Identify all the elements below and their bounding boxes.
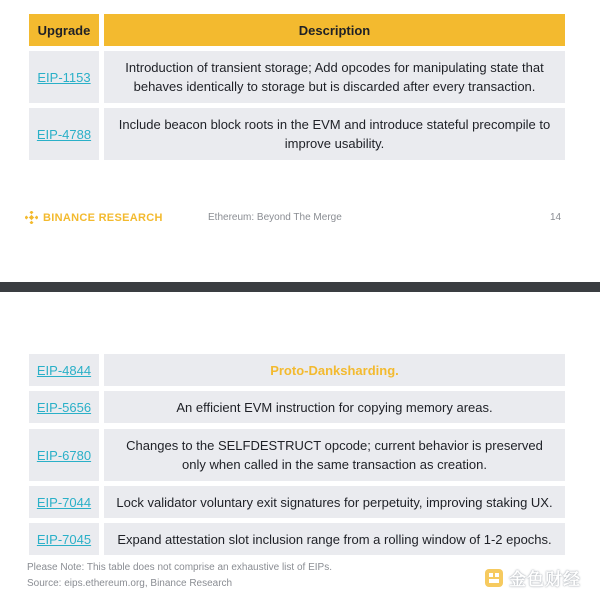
table-row-eip-6780-upgrade [29,429,99,481]
eip-7045-description: Expand attestation slot inclusion range from a rolling window of 1-2 epochs. [117,531,552,547]
eip-4844-link[interactable]: EIP-4844 [36,362,92,378]
binance-research-logo [25,211,163,224]
watermark-text: 金色财经 [509,570,581,589]
table-row-eip-7044-upgrade [29,486,99,518]
eip-4844-description: Proto-Danksharding. [270,362,399,378]
page-number: 14 [550,212,562,223]
table-row-eip-7045-description [104,523,565,555]
table-row-eip-4844-description [104,354,565,386]
table-row-eip-1153-upgrade [29,51,99,103]
document-page-14 [0,0,600,282]
description-header-label: Description [298,22,371,38]
table-row-eip-4844-upgrade [29,354,99,386]
page-separator [0,282,600,292]
brand-name: BINANCE RESEARCH [43,211,163,224]
table-row-eip-7045-upgrade [29,523,99,555]
table-row-eip-5656-upgrade [29,391,99,423]
eip-6780-description: Changes to the SELFDESTRUCT opcode; current behavior is preserved only when called in the same transaction as creation. [126,438,543,472]
eip-7045-link[interactable]: EIP-7045 [36,531,92,547]
table-note: Please Note: This table does not comprise an exhaustive list of EIPs. [27,562,332,573]
document-page-15 [0,292,600,598]
binance-diamond-icon [25,211,38,224]
table-row-eip-4788-upgrade [29,108,99,160]
page-footer [0,208,600,228]
watermark-logo-icon [483,567,505,589]
eip-7044-description: Lock validator voluntary exit signatures for perpetuity, improving staking UX. [116,494,553,510]
jinse-watermark [483,565,581,590]
eip-1153-description: Introduction of transient storage; Add opcodes for manipulating state that behaves identically to storage but is discarded after every transaction. [125,60,544,94]
eip-6780-link[interactable]: EIP-6780 [36,447,92,463]
table-row-eip-1153-description [104,51,565,103]
eip-5656-description: An efficient EVM instruction for copying memory areas. [176,399,493,415]
upgrade-column-header [29,14,99,46]
description-column-header [104,14,565,46]
table-row-eip-7044-description [104,486,565,518]
eip-1153-link[interactable]: EIP-1153 [37,69,91,85]
table-row-eip-5656-description [104,391,565,423]
eip-4788-link[interactable]: EIP-4788 [36,126,92,142]
eip-5656-link[interactable]: EIP-5656 [36,399,92,415]
eip-4788-description: Include beacon block roots in the EVM and introduce stateful precompile to improve usability. [118,117,551,151]
table-row-eip-6780-description [104,429,565,481]
table-source: Source: eips.ethereum.org, Binance Research [27,578,233,589]
eip-7044-link[interactable]: EIP-7044 [36,494,92,510]
document-title: Ethereum: Beyond The Merge [208,212,342,223]
upgrade-header-label: Upgrade [37,22,91,38]
table-row-eip-4788-description [104,108,565,160]
